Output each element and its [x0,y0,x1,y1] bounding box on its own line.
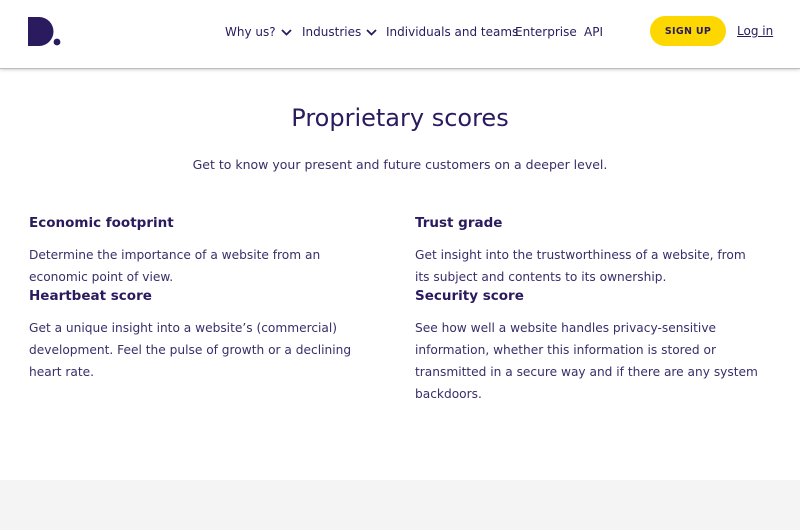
nav-why-us-label: Why us? [225,25,276,39]
feature-text-economic-footprint: Determine the importance of a website from an economic point of view. [29,248,321,284]
section-subtitle: Get to know your present and future customers on a deeper level. [192,157,608,172]
nav-api[interactable] [584,0,603,64]
feature-text-security-score: See how well a website handles privacy-sensitive information, whether this information is stored or transmitted in a secure way and if there are any system backdoors. [415,321,758,401]
brand-logo-icon[interactable] [28,17,61,46]
nav-why-us[interactable] [225,0,292,64]
section-title: Proprietary scores [291,104,509,132]
feature-heading-heartbeat-score: Heartbeat score [29,288,152,304]
nav-enterprise[interactable] [515,0,577,64]
next-section-band [0,480,800,530]
chevron-down-icon [281,29,292,36]
feature-text-trust-grade: Get insight into the trustworthiness of a website, from its subject and contents to its ownership. [415,248,746,284]
feature-text-heartbeat-score: Get a unique insight into a website’s (commercial) development. Feel the pulse of growth or a declining heart rate. [29,321,352,379]
nav-industries-label: Industries [302,25,362,39]
nav-enterprise-label: Enterprise [515,25,577,39]
nav-individuals-label: Individuals and teams [386,25,519,39]
feature-heading-economic-footprint: Economic footprint [29,215,174,231]
signup-button[interactable]: SIGN UP [650,16,726,46]
nav-industries[interactable] [302,0,377,64]
chevron-down-icon [366,29,377,36]
feature-heading-security-score: Security score [415,288,524,304]
nav-individuals-and-teams[interactable] [386,0,518,64]
site-header [0,0,800,69]
nav-api-label: API [584,25,603,39]
feature-heading-trust-grade: Trust grade [415,215,503,231]
login-link[interactable]: Log in [737,24,774,38]
